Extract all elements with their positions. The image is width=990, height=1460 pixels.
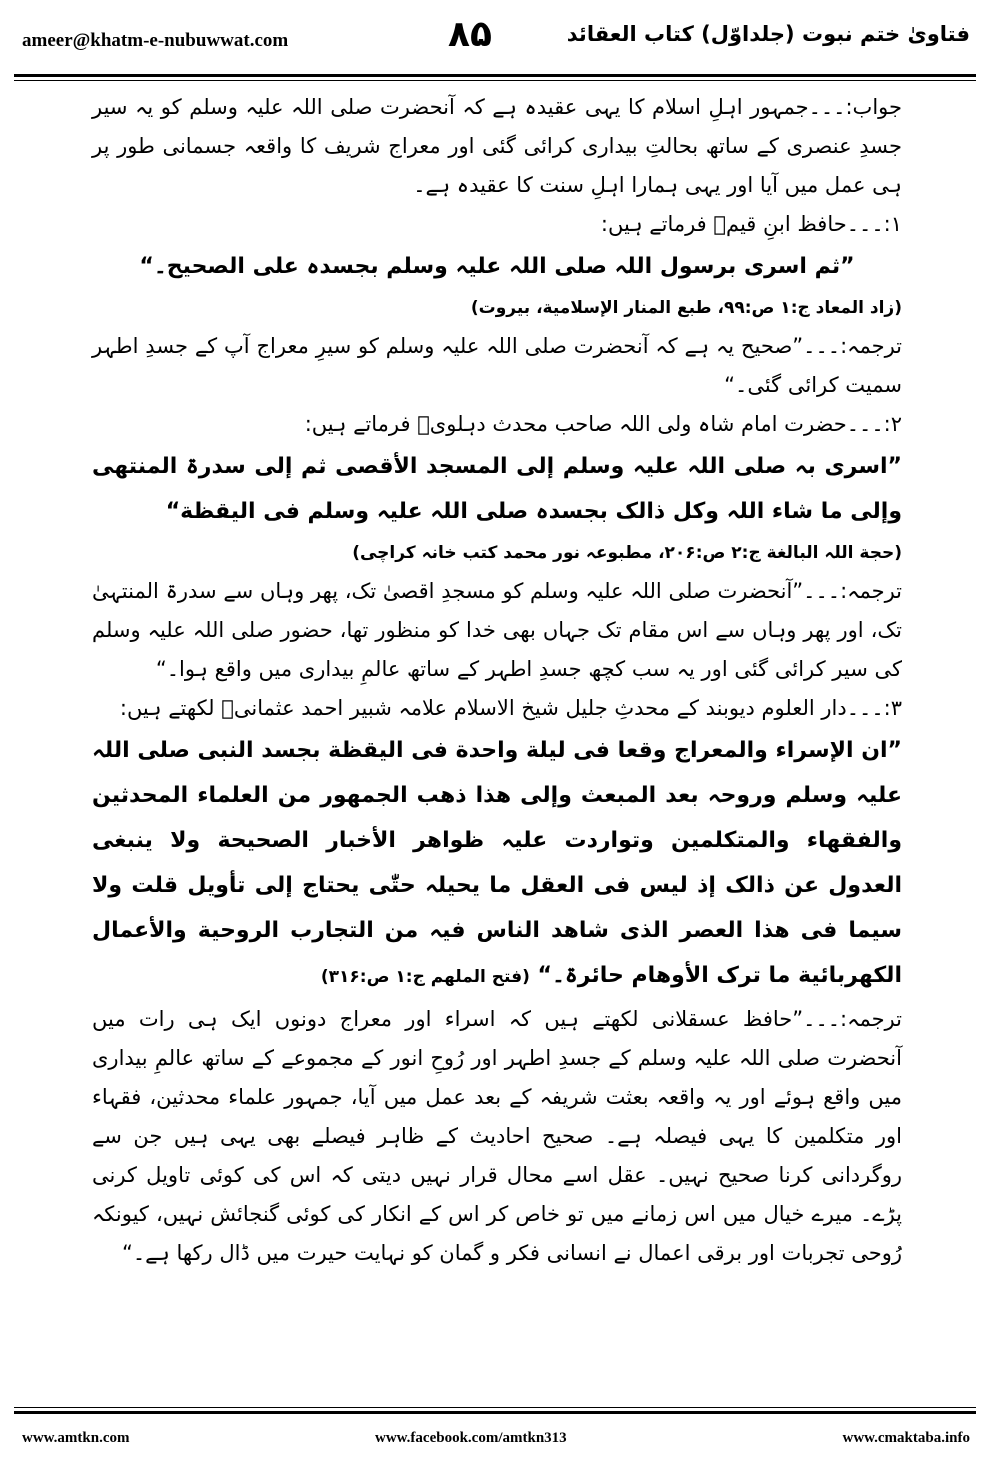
- quote3-arabic: [92, 728, 902, 1000]
- quote3-arabic-text: ”ان الإسراء والمعراج وقعا فی لیلة واحدة فی الیقظة بجسد النبی صلی اللہ علیہ وسلم وروحہ بعد المبعث وإلی ھذا ذھب الجمھور من العلماء المحدثین والفقھاء والمتکلمین وتواردت علیہ ظواھر الأخبار الصحیحة ولا ینبغی العدول عن ذالک إذ لیس فی العقل ما یحیلہ حتّٰی یحتاج إلی تأویل قلت ولا سیما فی ھذا العصر الذی شاھد الناس فیہ من التجارب الروحیة والأعمال الکھربائیة ما ترک الأوھام حائرۃ۔“: [92, 738, 902, 988]
- page-number: ۸۵: [448, 14, 492, 55]
- footer-url-center[interactable]: www.facebook.com/amtkn313: [375, 1430, 567, 1446]
- quote2-reference: (حجة اللہ البالغة ج:۲ ص:۲۰۶، مطبوعہ نور محمد کتب خانہ کراچی): [352, 543, 902, 563]
- header-rule-thin: [14, 80, 976, 81]
- quote1-reference: (زاد المعاد ج:۱ ص:۹۹، طبع المنار الإسلامیة، بیروت): [470, 298, 902, 318]
- quote1-intro: ۱:۔۔۔حافظ ابنِ قیمؒ فرماتے ہیں:: [600, 212, 902, 236]
- quote2-intro: ۲:۔۔۔حضرت امام شاہ ولی اللہ صاحب محدث دہلویؒ فرماتے ہیں:: [304, 412, 902, 436]
- quote2-translation: ترجمہ:۔۔۔”آنحضرت صلی اللہ علیہ وسلم کو مسجدِ اقصیٰ تک، پھر وہاں سے سدرۃ المنتہیٰ تک، اور پھر وہاں سے اس مقام تک جہاں بھی خدا کو منظور تھا، حضور صلی اللہ علیہ وسلم کی سیر کرائی گئی اور یہ سب کچھ جسدِ اطہر کے ساتھ عالمِ بیداری میں واقع ہوا۔“: [92, 579, 902, 681]
- quote1-arabic: ”ثم اسری برسول اللہ صلی اللہ علیہ وسلم بجسدہ علی الصحیح۔“: [139, 254, 855, 279]
- page-content: [92, 88, 902, 1273]
- book-title: فتاویٰ ختم نبوت (جلداوّل) کتاب العقائد: [566, 22, 970, 46]
- quote3-reference: (فتح الملھم ج:۱ ص:۳۱۶): [320, 967, 530, 987]
- quote2-arabic: ”اسری بہ صلی اللہ علیہ وسلم إلی المسجد الأقصی ثم إلی سدرۃ المنتھی وإلی ما شاء اللہ وکل ذالک بجسدہ صلی اللہ علیہ وسلم فی الیقظة“: [92, 454, 902, 524]
- answer-paragraph: جواب:۔۔۔جمہور اہلِ اسلام کا یہی عقیدہ ہے کہ آنحضرت صلی اللہ علیہ وسلم کو یہ سیر جسدِ عنصری کے ساتھ بحالتِ بیداری کرائی گئی اور معراج شریف کا واقعہ جسمانی طور پر ہی عمل میں آیا اور یہی ہمارا اہلِ سنت کا عقیدہ ہے۔: [92, 95, 902, 197]
- header-email[interactable]: ameer@khatm-e-nubuwwat.com: [22, 30, 289, 51]
- page-footer: [0, 1412, 990, 1460]
- quote1-translation: ترجمہ:۔۔۔”صحیح یہ ہے کہ آنحضرت صلی اللہ علیہ وسلم کو سیرِ معراج آپ کے جسدِ اطہر سمیت کرائی گئی۔“: [92, 334, 902, 397]
- footer-rule-thin: [14, 1407, 976, 1408]
- quote3-translation: ترجمہ:۔۔۔”حافظ عسقلانی لکھتے ہیں کہ اسراء اور معراج دونوں ایک ہی رات میں آنحضرت صلی اللہ علیہ وسلم کے جسدِ اطہر اور رُوحِ انور کے مجموعے کے ساتھ عالمِ بیداری میں واقع ہوئے اور یہ واقعہ بعثت شریفہ کے بعد عمل میں آیا، جمہور علماء محدثین، فقہاء اور متکلمین کا یہی فیصلہ ہے۔ صحیح احادیث کے ظاہر فیصلے بھی یہی ہیں جن سے روگردانی کرنا صحیح نہیں۔ عقل اسے محال قرار نہیں دیتی کہ اس کی کوئی تاویل کرنی پڑے۔ میرے خیال میں اس زمانے میں تو خاص کر اس کے انکار کی کوئی گنجائش نہیں، کیونکہ رُوحی تجربات اور برقی اعمال نے انسانی فکر و گمان کو نہایت حیرت میں ڈال رکھا ہے۔“: [92, 1007, 902, 1265]
- header-rule-thick: [14, 74, 976, 77]
- footer-url-left[interactable]: www.amtkn.com: [22, 1430, 130, 1446]
- quote3-intro: ۳:۔۔۔دار العلوم دیوبند کے محدثِ جلیل شیخ الاسلام علامہ شبیر احمد عثمانیؒ لکھتے ہیں:: [119, 696, 902, 720]
- page-header: [0, 0, 990, 82]
- footer-url-right[interactable]: www.cmaktaba.info: [842, 1430, 970, 1446]
